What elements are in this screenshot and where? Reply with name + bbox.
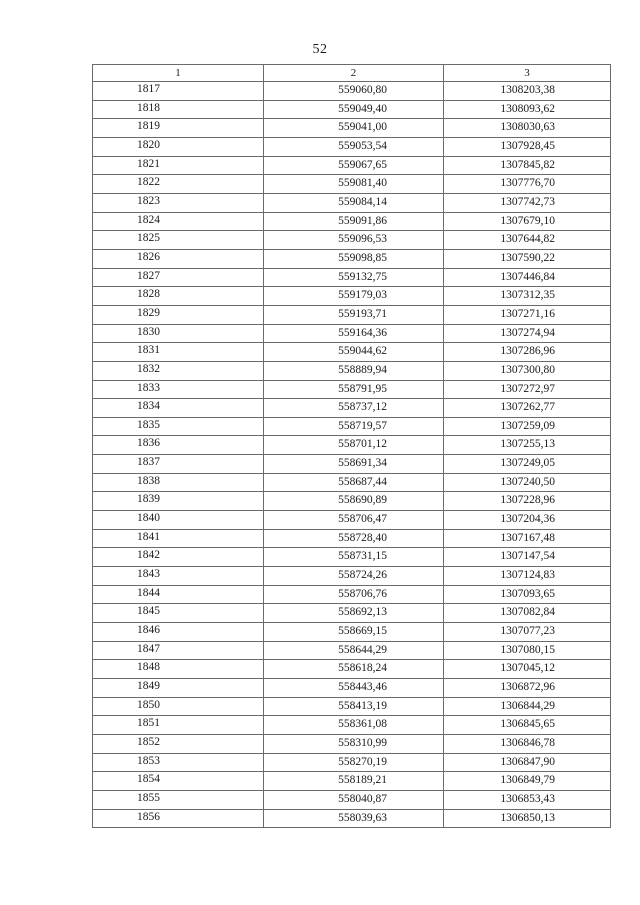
x-coordinate-cell: 558731,15 xyxy=(264,548,444,567)
x-coordinate-cell: 558687,44 xyxy=(264,473,444,492)
x-coordinate-cell: 558690,89 xyxy=(264,492,444,511)
y-coordinate-cell: 1307240,50 xyxy=(444,473,611,492)
point-number-cell: 1819 xyxy=(93,119,264,138)
y-coordinate-cell: 1306846,78 xyxy=(444,734,611,753)
point-number-cell: 1839 xyxy=(93,492,264,511)
point-number-cell: 1856 xyxy=(93,809,264,828)
x-coordinate-cell: 558669,15 xyxy=(264,623,444,642)
point-number-cell: 1852 xyxy=(93,734,264,753)
point-number-cell: 1846 xyxy=(93,623,264,642)
point-number-cell: 1854 xyxy=(93,772,264,791)
table-row xyxy=(93,492,611,511)
table-row xyxy=(93,455,611,474)
y-coordinate-cell: 1306845,65 xyxy=(444,716,611,735)
y-coordinate-cell: 1308030,63 xyxy=(444,119,611,138)
table-row xyxy=(93,604,611,623)
x-coordinate-cell: 558706,47 xyxy=(264,511,444,530)
x-coordinate-cell: 558691,34 xyxy=(264,455,444,474)
point-number-cell: 1853 xyxy=(93,753,264,772)
table-row xyxy=(93,567,611,586)
x-coordinate-cell: 558706,76 xyxy=(264,585,444,604)
y-coordinate-cell: 1307679,10 xyxy=(444,212,611,231)
table-row xyxy=(93,809,611,828)
y-coordinate-cell: 1307204,36 xyxy=(444,511,611,530)
table-row xyxy=(93,436,611,455)
point-number-cell: 1836 xyxy=(93,436,264,455)
y-coordinate-cell: 1308203,38 xyxy=(444,82,611,101)
point-number-cell: 1842 xyxy=(93,548,264,567)
y-coordinate-cell: 1307249,05 xyxy=(444,455,611,474)
point-number-cell: 1849 xyxy=(93,679,264,698)
y-coordinate-cell: 1307228,96 xyxy=(444,492,611,511)
x-coordinate-cell: 559060,80 xyxy=(264,82,444,101)
x-coordinate-cell: 558724,26 xyxy=(264,567,444,586)
x-coordinate-cell: 558719,57 xyxy=(264,417,444,436)
table-row xyxy=(93,324,611,343)
coordinates-table xyxy=(92,64,611,828)
table-row xyxy=(93,249,611,268)
table-row xyxy=(93,380,611,399)
table-row xyxy=(93,679,611,698)
y-coordinate-cell: 1307259,09 xyxy=(444,417,611,436)
table-row xyxy=(93,100,611,119)
table-row xyxy=(93,716,611,735)
table-row xyxy=(93,548,611,567)
table-row xyxy=(93,287,611,306)
y-coordinate-cell: 1307077,23 xyxy=(444,623,611,642)
y-coordinate-cell: 1307080,15 xyxy=(444,641,611,660)
y-coordinate-cell: 1306850,13 xyxy=(444,809,611,828)
x-coordinate-cell: 558791,95 xyxy=(264,380,444,399)
x-coordinate-cell: 558737,12 xyxy=(264,399,444,418)
table-row xyxy=(93,585,611,604)
y-coordinate-cell: 1307272,97 xyxy=(444,380,611,399)
point-number-cell: 1833 xyxy=(93,380,264,399)
column-header-point-number: 1 xyxy=(93,65,264,82)
point-number-cell: 1825 xyxy=(93,231,264,250)
y-coordinate-cell: 1306849,79 xyxy=(444,772,611,791)
point-number-cell: 1843 xyxy=(93,567,264,586)
x-coordinate-cell: 558310,99 xyxy=(264,734,444,753)
point-number-cell: 1844 xyxy=(93,585,264,604)
point-number-cell: 1841 xyxy=(93,529,264,548)
y-coordinate-cell: 1307167,48 xyxy=(444,529,611,548)
table-row xyxy=(93,193,611,212)
point-number-cell: 1837 xyxy=(93,455,264,474)
point-number-cell: 1821 xyxy=(93,156,264,175)
x-coordinate-cell: 558270,19 xyxy=(264,753,444,772)
x-coordinate-cell: 558443,46 xyxy=(264,679,444,698)
table-row xyxy=(93,156,611,175)
x-coordinate-cell: 559132,75 xyxy=(264,268,444,287)
y-coordinate-cell: 1307093,65 xyxy=(444,585,611,604)
x-coordinate-cell: 559091,86 xyxy=(264,212,444,231)
x-coordinate-cell: 559193,71 xyxy=(264,305,444,324)
y-coordinate-cell: 1307644,82 xyxy=(444,231,611,250)
column-header-x: 2 xyxy=(264,65,444,82)
table-row xyxy=(93,268,611,287)
x-coordinate-cell: 559067,65 xyxy=(264,156,444,175)
y-coordinate-cell: 1307590,22 xyxy=(444,249,611,268)
x-coordinate-cell: 558728,40 xyxy=(264,529,444,548)
y-coordinate-cell: 1307286,96 xyxy=(444,343,611,362)
table-row xyxy=(93,343,611,362)
point-number-cell: 1820 xyxy=(93,137,264,156)
x-coordinate-cell: 558692,13 xyxy=(264,604,444,623)
point-number-cell: 1824 xyxy=(93,212,264,231)
x-coordinate-cell: 558040,87 xyxy=(264,790,444,809)
y-coordinate-cell: 1307271,16 xyxy=(444,305,611,324)
y-coordinate-cell: 1307255,13 xyxy=(444,436,611,455)
table-row xyxy=(93,305,611,324)
x-coordinate-cell: 558889,94 xyxy=(264,361,444,380)
point-number-cell: 1828 xyxy=(93,287,264,306)
y-coordinate-cell: 1307312,35 xyxy=(444,287,611,306)
point-number-cell: 1840 xyxy=(93,511,264,530)
x-coordinate-cell: 558039,63 xyxy=(264,809,444,828)
point-number-cell: 1848 xyxy=(93,660,264,679)
table-row xyxy=(93,641,611,660)
x-coordinate-cell: 558361,08 xyxy=(264,716,444,735)
table-row xyxy=(93,212,611,231)
table-row xyxy=(93,175,611,194)
table-row xyxy=(93,137,611,156)
table-row xyxy=(93,790,611,809)
y-coordinate-cell: 1307776,70 xyxy=(444,175,611,194)
x-coordinate-cell: 559098,85 xyxy=(264,249,444,268)
point-number-cell: 1845 xyxy=(93,604,264,623)
x-coordinate-cell: 559164,36 xyxy=(264,324,444,343)
table-row xyxy=(93,660,611,679)
point-number-cell: 1831 xyxy=(93,343,264,362)
point-number-cell: 1832 xyxy=(93,361,264,380)
point-number-cell: 1830 xyxy=(93,324,264,343)
x-coordinate-cell: 558413,19 xyxy=(264,697,444,716)
table-row xyxy=(93,473,611,492)
y-coordinate-cell: 1307446,84 xyxy=(444,268,611,287)
table-row xyxy=(93,119,611,138)
table-row xyxy=(93,399,611,418)
table-row xyxy=(93,361,611,380)
table-row xyxy=(93,231,611,250)
point-number-cell: 1850 xyxy=(93,697,264,716)
y-coordinate-cell: 1307274,94 xyxy=(444,324,611,343)
table-row xyxy=(93,623,611,642)
x-coordinate-cell: 558701,12 xyxy=(264,436,444,455)
y-coordinate-cell: 1306853,43 xyxy=(444,790,611,809)
point-number-cell: 1855 xyxy=(93,790,264,809)
x-coordinate-cell: 559179,03 xyxy=(264,287,444,306)
table-header-row xyxy=(93,65,611,82)
point-number-cell: 1818 xyxy=(93,100,264,119)
point-number-cell: 1823 xyxy=(93,193,264,212)
table-row xyxy=(93,753,611,772)
y-coordinate-cell: 1308093,62 xyxy=(444,100,611,119)
point-number-cell: 1847 xyxy=(93,641,264,660)
table-row xyxy=(93,417,611,436)
x-coordinate-cell: 558644,29 xyxy=(264,641,444,660)
x-coordinate-cell: 559084,14 xyxy=(264,193,444,212)
y-coordinate-cell: 1306844,29 xyxy=(444,697,611,716)
point-number-cell: 1829 xyxy=(93,305,264,324)
table-row xyxy=(93,772,611,791)
point-number-cell: 1826 xyxy=(93,249,264,268)
y-coordinate-cell: 1307742,73 xyxy=(444,193,611,212)
y-coordinate-cell: 1307262,77 xyxy=(444,399,611,418)
y-coordinate-cell: 1307300,80 xyxy=(444,361,611,380)
point-number-cell: 1838 xyxy=(93,473,264,492)
y-coordinate-cell: 1306847,90 xyxy=(444,753,611,772)
x-coordinate-cell: 559053,54 xyxy=(264,137,444,156)
point-number-cell: 1851 xyxy=(93,716,264,735)
y-coordinate-cell: 1307845,82 xyxy=(444,156,611,175)
x-coordinate-cell: 559041,00 xyxy=(264,119,444,138)
x-coordinate-cell: 559049,40 xyxy=(264,100,444,119)
table-row xyxy=(93,529,611,548)
table-row xyxy=(93,511,611,530)
table-row xyxy=(93,734,611,753)
y-coordinate-cell: 1307082,84 xyxy=(444,604,611,623)
point-number-cell: 1827 xyxy=(93,268,264,287)
table-row xyxy=(93,82,611,101)
y-coordinate-cell: 1307928,45 xyxy=(444,137,611,156)
page-number: 52 xyxy=(312,42,328,57)
x-coordinate-cell: 558189,21 xyxy=(264,772,444,791)
table-row xyxy=(93,697,611,716)
x-coordinate-cell: 559096,53 xyxy=(264,231,444,250)
point-number-cell: 1835 xyxy=(93,417,264,436)
y-coordinate-cell: 1307045,12 xyxy=(444,660,611,679)
table-body xyxy=(93,82,611,828)
x-coordinate-cell: 558618,24 xyxy=(264,660,444,679)
point-number-cell: 1817 xyxy=(93,82,264,101)
point-number-cell: 1834 xyxy=(93,399,264,418)
y-coordinate-cell: 1307147,54 xyxy=(444,548,611,567)
x-coordinate-cell: 559081,40 xyxy=(264,175,444,194)
column-header-y: 3 xyxy=(444,65,611,82)
y-coordinate-cell: 1307124,83 xyxy=(444,567,611,586)
y-coordinate-cell: 1306872,96 xyxy=(444,679,611,698)
point-number-cell: 1822 xyxy=(93,175,264,194)
x-coordinate-cell: 559044,62 xyxy=(264,343,444,362)
